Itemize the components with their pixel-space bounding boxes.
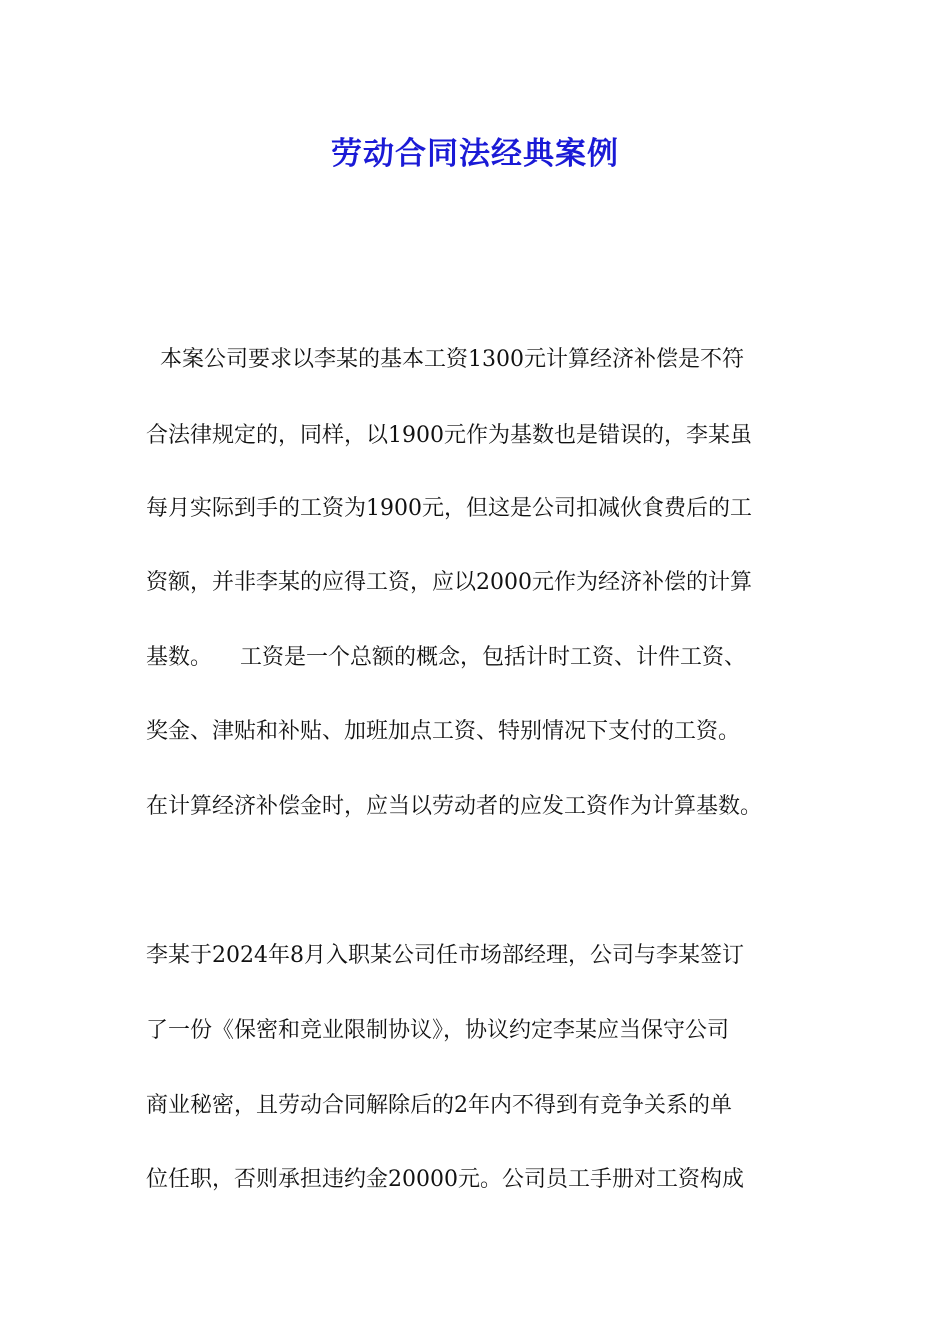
paragraph-line: 本案公司要求以李某的基本工资1300元计算经济补偿是不符 — [146, 347, 744, 372]
paragraph-line: 了一份《保密和竞业限制协议》，协议约定李某应当保守公司 — [146, 1018, 730, 1043]
paragraph-line: 每月实际到手的工资为1900元，但这是公司扣减伙食费后的工 — [146, 496, 752, 521]
paragraph-line: 在计算经济补偿金时，应当以劳动者的应发工资作为计算基数。 — [146, 794, 763, 819]
paragraph-line: 位任职，否则承担违约金20000元。公司员工手册对工资构成 — [146, 1167, 744, 1192]
paragraph-line: 李某于2024年8月入职某公司任市场部经理，公司与李某签订 — [146, 943, 744, 968]
paragraph-line: 资额，并非李某的应得工资，应以2000元作为经济补偿的计算 — [146, 570, 752, 595]
paragraph-line: 基数。 工资是一个总额的概念，包括计时工资、计件工资、 — [146, 645, 746, 670]
document-title: 劳动合同法经典案例 — [331, 136, 619, 172]
paragraph-line: 商业秘密，且劳动合同解除后的2年内不得到有竞争关系的单 — [146, 1093, 732, 1118]
paragraph-line: 合法律规定的，同样，以1900元作为基数也是错误的，李某虽 — [146, 423, 752, 448]
paragraph-line: 奖金、津贴和补贴、加班加点工资、特别情况下支付的工资。 — [146, 719, 741, 744]
